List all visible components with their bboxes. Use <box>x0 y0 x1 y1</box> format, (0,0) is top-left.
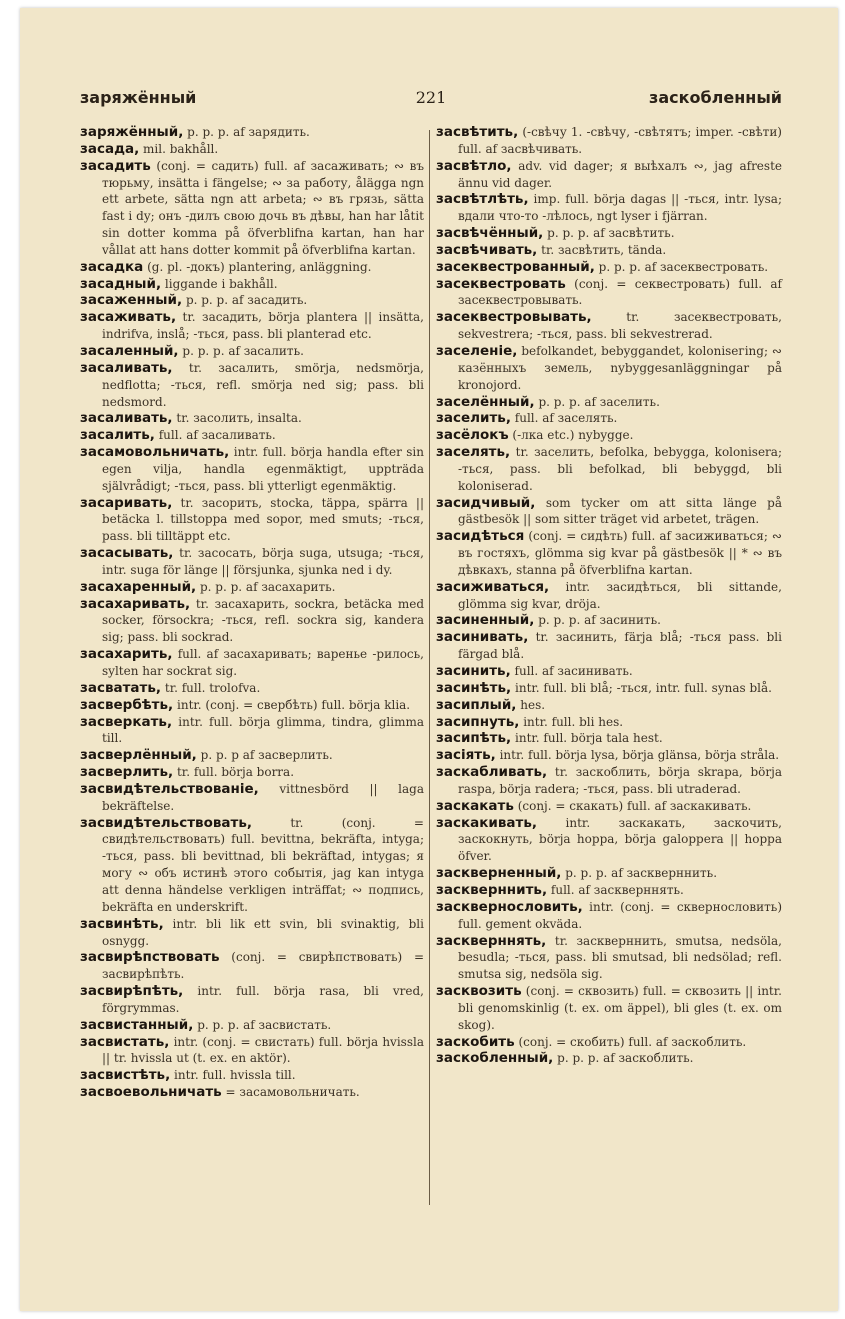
entry-headword: засквозить <box>436 983 522 1000</box>
entry-definition: (conj. = скобить) full. af заскоблить. <box>518 1034 747 1049</box>
entry-definition: imp. full. börja dagas || -ться, intr. lysa; вдали что-то -лѣлось, ngt lyser i fjärran. <box>458 192 782 224</box>
entry-definition: full. af заселять. <box>514 411 618 426</box>
entry-definition: tr. full. trolofva. <box>164 680 261 695</box>
dictionary-entry <box>80 949 424 983</box>
entry-definition: (-лка etc.) nybygge. <box>512 428 634 443</box>
dictionary-entry <box>436 764 782 798</box>
entry-definition: tr. засвѣтить, tända. <box>541 242 667 257</box>
dictionary-entry <box>80 579 424 596</box>
entry-headword: заскобленный, <box>436 1050 554 1067</box>
dictionary-entry <box>436 747 782 764</box>
dictionary-entry <box>80 764 424 781</box>
dictionary-entry <box>436 309 782 343</box>
dictionary-entry <box>436 242 782 259</box>
entry-headword: засвистанный, <box>80 1016 194 1033</box>
dictionary-entry <box>436 933 782 984</box>
entry-definition: full. af засаливать. <box>158 428 276 443</box>
entry-headword: засамовольничать, <box>80 444 230 461</box>
dictionary-entry <box>80 596 424 647</box>
dictionary-entry <box>436 815 782 866</box>
dictionary-entry <box>436 495 782 529</box>
dictionary-entry <box>80 1017 424 1034</box>
entry-definition: p. p. p. af засахарить. <box>199 579 336 594</box>
dictionary-entry <box>80 427 424 444</box>
entry-headword: засада, <box>80 140 140 157</box>
dictionary-entry <box>436 1050 782 1067</box>
entry-definition: p. p. p af засверлить. <box>200 748 333 763</box>
entry-definition: befolkandet, bebyggandet, koloniseгing; ∾ казённыхъ земель, nybyggesanläggningar på kronojord. <box>458 343 782 392</box>
dictionary-entry <box>436 528 782 579</box>
entry-definition: intr. full. börja tala hest. <box>515 731 663 746</box>
dictionary-entry <box>80 1084 424 1101</box>
entry-headword: засверлённый, <box>80 747 197 764</box>
entry-definition: intr. full. bli blå; -ться, intr. full. synas blå. <box>515 680 772 695</box>
entry-headword: засинѣть, <box>436 679 512 696</box>
entry-headword: засеквестрованный, <box>436 258 595 275</box>
dictionary-entry <box>80 410 424 427</box>
dictionary-entry <box>80 292 424 309</box>
dictionary-entry <box>436 343 782 394</box>
dictionary-entry <box>80 714 424 748</box>
entry-headword: засаленный, <box>80 342 179 359</box>
entry-definition: p. p. p. af зарядить. <box>187 125 310 139</box>
dictionary-entry <box>80 343 424 360</box>
entry-definition: tr. засосать, börja suga, utsuga; -ться, intr. suga för länge || försjunka, sjunka ned i dy. <box>102 546 424 577</box>
entry-definition: tr. заселить, befolka, bebygga, kolonisera; -ться, pass. bli befolkad, bli bebyggd, bli koloniserad. <box>458 445 782 493</box>
entry-headword: засалить, <box>80 427 155 444</box>
entry-definition: intr. (conj. = свербѣть) full. börja klia. <box>177 697 411 712</box>
dictionary-entry <box>80 815 424 916</box>
column-divider <box>429 130 430 1205</box>
entry-definition: p. p. p. af засеквестровать. <box>598 259 769 274</box>
entry-headword: заселить, <box>436 410 511 427</box>
entry-definition: (conj. = секвестровать) full. af засеквестровывать. <box>458 276 782 308</box>
dictionary-entry <box>80 1067 424 1084</box>
entry-headword: засверлить, <box>80 764 174 781</box>
entry-headword: засеквестровать <box>436 275 566 292</box>
entry-definition: (conj. = сквозить) full. = сквозить || intr. bli genomskinlig (t. ex. om äppel), bli gles (t. ex. om skog). <box>458 984 782 1032</box>
entry-headword: засвидѣтельствованіе, <box>80 780 259 797</box>
dictionary-entry <box>436 410 782 427</box>
entry-definition: (conj. = свирѣпствовать) = засвирѣпѣть. <box>102 950 424 982</box>
entry-definition: som tycker om att sitta länge på gästbesök || som sitter träget vid arbetet, trägen. <box>458 495 782 527</box>
entry-headword: засинить, <box>436 663 511 679</box>
entry-headword: засахаренный, <box>80 578 197 595</box>
page-header <box>80 88 782 114</box>
entry-definition: intr. full. börja glimma, tindra, glimma till. <box>102 714 424 746</box>
entry-definition: intr. full. bli hes. <box>523 714 624 729</box>
dictionary-entry <box>436 612 782 629</box>
dictionary-entry <box>436 882 782 899</box>
entry-headword: засахарить, <box>80 646 173 663</box>
dictionary-entry <box>80 781 424 815</box>
entry-headword: засидчивый, <box>436 494 536 511</box>
dictionary-entry <box>80 141 424 158</box>
entry-definition: adv. vid dager; я выѣхалъ ∾, jag afreste ännu vid dager. <box>458 158 782 190</box>
entry-definition: intr. (conj. = свистать) full. börja hvissla || tr. hvissla ut (t. ex. en aktör). <box>102 1034 424 1066</box>
entry-definition: tr. заскоблить, börja skrapa, börja raspa, börja radera; -ться, pass. bli utraderad. <box>458 765 782 796</box>
dictionary-entry <box>80 276 424 293</box>
dictionary-entry <box>436 259 782 276</box>
entry-definition: intr. full. börja rasa, bli vred, förgrymmas. <box>102 984 424 1015</box>
entry-headword: засвѣчённый, <box>436 225 544 242</box>
entry-definition: vittnesbörd || laga bekräftelse. <box>102 781 424 813</box>
entry-headword: засиненный, <box>436 612 535 629</box>
entry-definition: p. p. p. af заселить. <box>538 394 660 409</box>
entry-definition: (g. pl. -докъ) plantering, anläggning. <box>147 259 372 274</box>
header-left-guide-word: заряжённый <box>80 88 197 107</box>
entry-definition: tr. заскверннить, smutsa, nedsöla, besudla; -ться, pass. bli smutsad, bli nedsölad; refl. smutsa sig, nedsöla sig. <box>458 933 782 982</box>
entry-headword: засадить <box>80 157 151 174</box>
dictionary-entry <box>436 798 782 815</box>
entry-definition: intr. засидѣться, bli sittande, glömma sig kvar, dröja. <box>458 579 782 611</box>
entry-headword: засидѣться <box>436 528 525 545</box>
entry-definition: liggande i bakhåll. <box>164 276 278 291</box>
dictionary-entry <box>80 444 424 495</box>
entry-definition: tr. засадить, börja plantera || insätta, indrifva, inslå; -ться, pass. bli planterad etc. <box>102 310 424 342</box>
entry-headword: заскверннять, <box>436 932 547 949</box>
entry-headword: засаливать, <box>80 410 173 427</box>
entry-headword: засиживаться, <box>436 578 550 595</box>
entry-headword: заселеніе, <box>436 342 518 359</box>
dictionary-entry <box>436 225 782 242</box>
dictionary-entry <box>80 124 424 141</box>
dictionary-entry <box>80 309 424 343</box>
entry-definition: tr. засеквестровать, sekvestrera; -ться, pass. bli sekvestrerad. <box>458 310 782 342</box>
entry-definition: tr. засалить, smörja, nedsmörja, nedflotta; -ться, refl. smörja ned sig; pass. bli nedsmord. <box>102 360 424 409</box>
entry-definition: tr. (conj. = свидѣтельствовать) full. bevittna, bekräfta, intyga; -ться, pass. bli bevittnad, bli bekräftad, intygas; я могу ∾ объ истинѣ этого событія, jag kan intyga att denna händelse verkligen inträffat; ∾ подпись, bekräfta en underskrift. <box>102 815 424 914</box>
entry-headword: засквернословить, <box>436 898 583 915</box>
entry-headword: заскабливать, <box>436 764 548 781</box>
entry-definition: full. af засахаривать; варенье -рилось, syltеn har sockrat sig. <box>102 647 424 678</box>
entry-definition: tr. засахарить, sockra, betäcka med socker, försockra; -ться, refl. sockra sig, kandera sig; pass. bli sockrad. <box>102 596 424 645</box>
entry-definition: tr. засорить, stocka, täppa, spärra || betäcka l. tillstoppa med sopor, med smuts; -ться, pass. bli tilltäppt etc. <box>102 495 424 544</box>
entry-headword: засвирѣпствовать <box>80 949 220 966</box>
entry-definition: intr. full. börja lysa, börja glänsa, börja stråla. <box>499 748 780 763</box>
entry-headword: заряжённый, <box>80 124 184 140</box>
entry-headword: засвѣтло, <box>436 157 512 174</box>
entry-headword: засадный, <box>80 275 162 292</box>
entry-headword: засіять, <box>436 747 496 764</box>
entry-headword: засаженный, <box>80 292 183 309</box>
entry-definition: intr. (conj. = сквернословить) full. gement okväda. <box>458 899 782 931</box>
dictionary-entry <box>436 191 782 225</box>
dictionary-entry <box>436 680 782 697</box>
entry-headword: засверкать, <box>80 713 173 730</box>
dictionary-entry <box>436 276 782 310</box>
book-page <box>20 8 838 1311</box>
entry-definition: intr. full. hvissla till. <box>174 1068 296 1083</box>
header-right-guide-word: заскобленный <box>649 88 782 107</box>
entry-definition: p. p. p. af засвистать. <box>197 1017 332 1032</box>
entry-definition: (conj. = садить) full. af засаживать; ∾ въ тюрьму, insätta i fängelse; ∾ за работу, ålägga ngn ett arbete, sätta ngn att arbeta; ∾ въ грязь, sätta fast i dy; онъ -дилъ свою дочь въ дѣвы, han har låtit sin dotter komma på öfverblifna kartan, han har vållat att hans dotter kommit på öfverblifna kartan. <box>102 158 424 257</box>
entry-definition: p. p. p. af засадить. <box>185 293 308 308</box>
dictionary-entry <box>80 646 424 680</box>
entry-definition: (-свѣчу 1. -свѣчу, -свѣтятъ; imper. -свѣти) full. af засвѣчивать. <box>458 125 782 156</box>
dictionary-entry <box>436 865 782 882</box>
entry-headword: засвѣтлѣть, <box>436 191 529 208</box>
dictionary-entry <box>436 579 782 613</box>
entry-headword: засвоевольничать <box>80 1084 222 1101</box>
entry-definition: intr. заскакать, заскочить, заскокнуть, börja hoppa, börja galoppera || hoppa öfver. <box>458 815 782 864</box>
entry-headword: засеквестровывать, <box>436 309 592 326</box>
entry-headword: засасывать, <box>80 545 174 562</box>
dictionary-entry <box>80 545 424 579</box>
entry-definition: p. p. p. af заскоблить. <box>557 1051 694 1066</box>
left-column <box>80 124 424 1101</box>
dictionary-entry <box>436 983 782 1034</box>
dictionary-entry <box>80 697 424 714</box>
entry-headword: засипѣть, <box>436 730 512 747</box>
entry-definition: p. p. p. af засалить. <box>182 343 304 358</box>
entry-definition: hes. <box>520 697 546 712</box>
entry-headword: засахаривать, <box>80 595 191 612</box>
dictionary-entry <box>80 916 424 950</box>
dictionary-entry <box>80 259 424 276</box>
entry-headword: засватать, <box>80 679 162 696</box>
dictionary-entry <box>80 1034 424 1068</box>
entry-definition: = засамовольничать. <box>225 1085 360 1100</box>
dictionary-entry <box>80 360 424 411</box>
entry-headword: заскверннить, <box>436 881 548 898</box>
entry-headword: засиплый, <box>436 696 517 713</box>
entry-headword: засаживать, <box>80 309 177 326</box>
entry-headword: засвѣчивать, <box>436 241 538 258</box>
dictionary-entry <box>436 1034 782 1051</box>
entry-headword: засвинѣть, <box>80 915 164 932</box>
entry-headword: засвистѣть, <box>80 1067 171 1084</box>
entry-definition: (conj. = сидѣть) full. af засиживаться; ∾ въ гостяхъ, glömma sig kvar på gästbesök || * ∾ въ дѣвкахъ, stanna på öfverblifna kartan. <box>458 529 782 577</box>
dictionary-entry <box>436 663 782 680</box>
dictionary-entry <box>80 747 424 764</box>
entry-definition: p. p. p. af засинить. <box>538 613 661 628</box>
entry-headword: засаливать, <box>80 359 173 376</box>
entry-headword: засадка <box>80 258 144 275</box>
dictionary-entry <box>436 444 782 495</box>
dictionary-entry <box>436 124 782 158</box>
dictionary-entry <box>436 899 782 933</box>
entry-headword: заскобить <box>436 1033 515 1050</box>
entry-headword: засинивать, <box>436 629 529 646</box>
dictionary-entry <box>436 629 782 663</box>
entry-headword: засаривать, <box>80 494 173 511</box>
dictionary-entry <box>80 983 424 1017</box>
entry-headword: заскакивать, <box>436 814 537 831</box>
entry-headword: засвидѣтельствовать, <box>80 814 252 831</box>
entry-definition: (conj. = скакать) full. af заскакивать. <box>517 798 752 813</box>
entry-headword: засвѣтить, <box>436 124 519 140</box>
dictionary-entry <box>436 730 782 747</box>
entry-definition: p. p. p. af заскверннить. <box>565 866 718 881</box>
entry-definition: tr. засинить, färja blå; -ться pass. bli färgad blå. <box>458 630 782 662</box>
entry-definition: p. p. p. af засвѣтить. <box>547 226 675 241</box>
entry-headword: заселённый, <box>436 393 535 410</box>
entry-headword: засвирѣпѣть, <box>80 983 184 1000</box>
entry-definition: tr. full. börja borra. <box>176 765 295 780</box>
dictionary-entry <box>80 495 424 546</box>
entry-headword: засипнуть, <box>436 713 520 730</box>
entry-headword: засвербѣть, <box>80 696 174 713</box>
entry-headword: засёлокъ <box>436 427 509 444</box>
entry-definition: mil. bakhåll. <box>143 141 219 156</box>
page-number: 221 <box>415 88 447 107</box>
entry-headword: засвистать, <box>80 1033 170 1050</box>
entry-headword: заселять, <box>436 444 511 461</box>
dictionary-entry <box>436 394 782 411</box>
dictionary-entry <box>436 697 782 714</box>
entry-headword: заскакать <box>436 797 514 814</box>
entry-definition: intr. full. börja handla efter sin egen vilja, handla egenmäktigt, uppträda självrådigt; -ться, pass. bli ytterligt egenmäktig. <box>102 445 424 493</box>
entry-definition: intr. bli lik ett svin, bli svinaktig, bli osnygg. <box>102 916 424 948</box>
entry-definition: full. af засинивать. <box>514 664 633 678</box>
right-column <box>436 124 782 1067</box>
entry-definition: full. af заскверннять. <box>550 882 684 897</box>
dictionary-entry <box>436 714 782 731</box>
dictionary-entry <box>436 427 782 444</box>
dictionary-entry <box>436 158 782 192</box>
dictionary-entry <box>80 158 424 259</box>
dictionary-entry <box>80 680 424 697</box>
entry-headword: заскверненный, <box>436 865 562 882</box>
entry-definition: tr. засолить, insalta. <box>176 411 302 426</box>
